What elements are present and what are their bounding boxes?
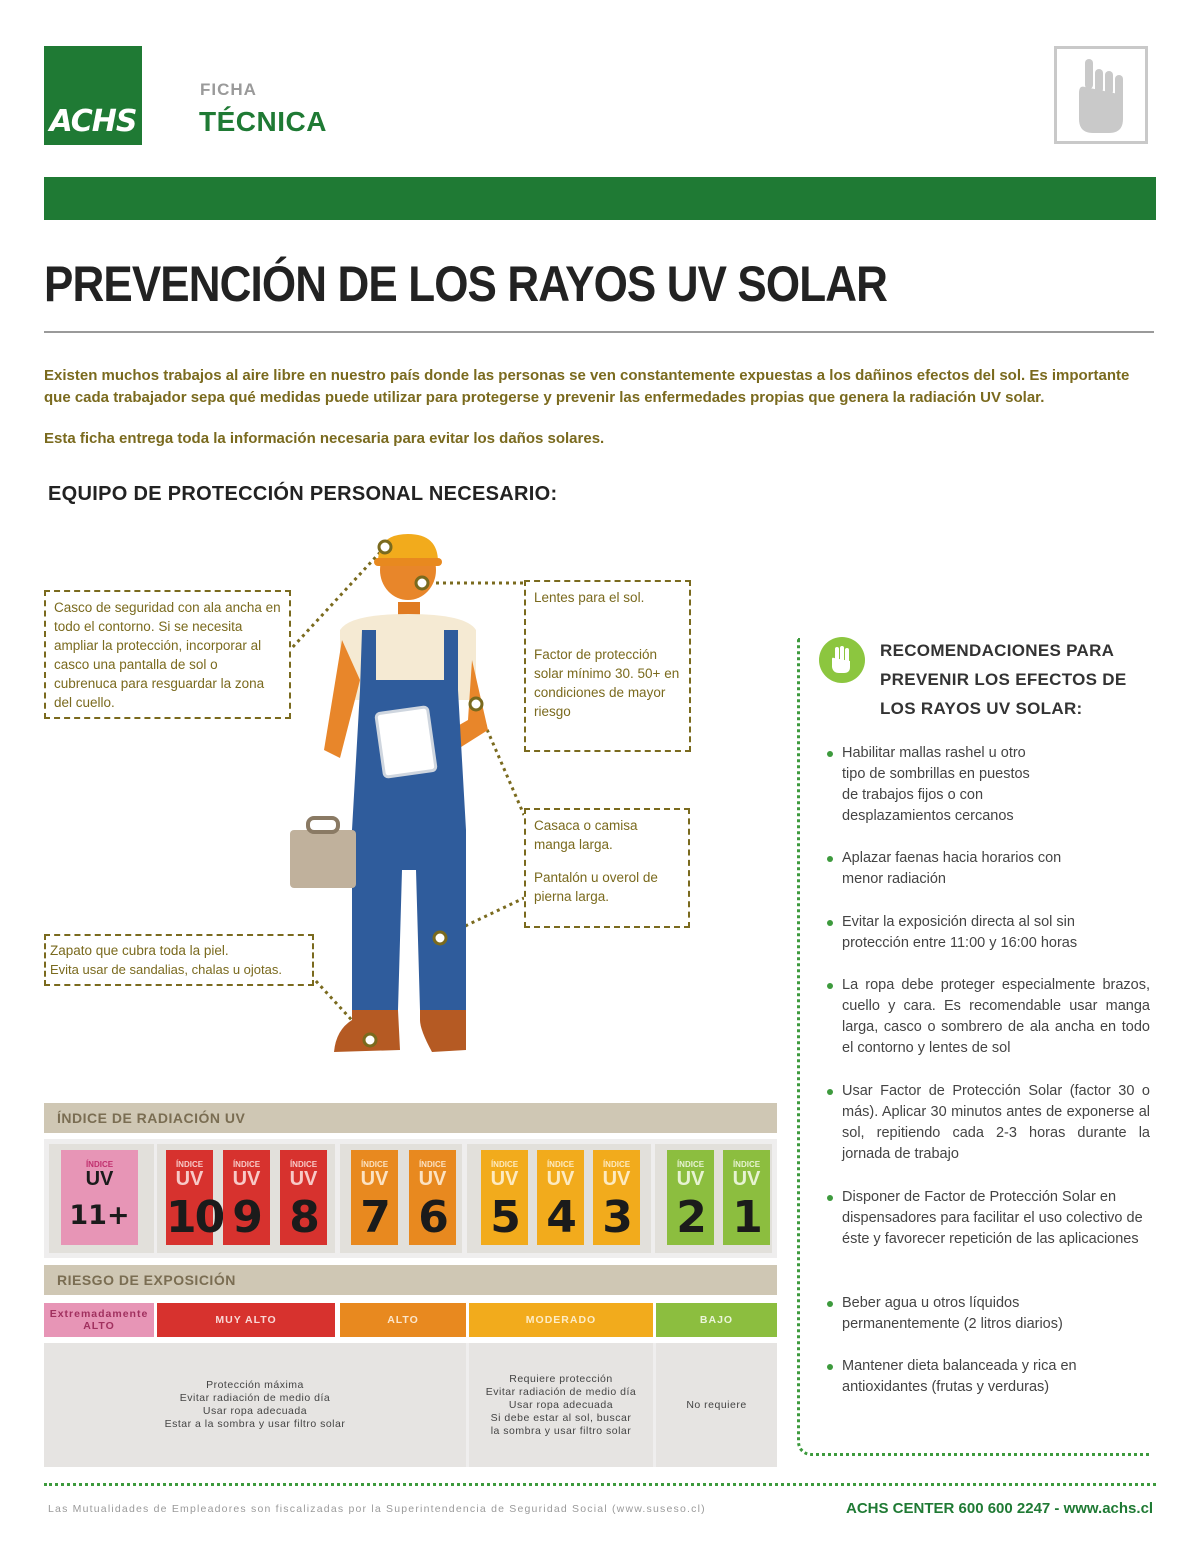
uv-card-10 bbox=[166, 1150, 224, 1245]
raised-hand-icon bbox=[1054, 46, 1148, 144]
uv-card-uv: UV bbox=[232, 1168, 261, 1190]
recommendation-item: Beber agua u otros líquidos permanentemente (2 litros diarios) bbox=[827, 1293, 1150, 1335]
uv-card-value: 3 bbox=[602, 1192, 631, 1243]
uv-card-uv: UV bbox=[602, 1168, 631, 1190]
uv-card-value: 1 bbox=[732, 1192, 761, 1243]
recommendation-item: Disponer de Factor de Protección Solar en dispensadores para facilitar el uso colectivo de éste y favorecer repetición de las aplicaciones bbox=[827, 1187, 1150, 1250]
uv-card-9 bbox=[223, 1150, 270, 1245]
uv-card-label: ÍNDICE bbox=[546, 1160, 575, 1169]
uv-card-uv: UV bbox=[418, 1168, 447, 1190]
uv-card-label: ÍNDICE bbox=[85, 1160, 114, 1169]
header-bar bbox=[44, 177, 1156, 220]
uv-card-uv: UV bbox=[546, 1168, 575, 1190]
uv-card-label: ÍNDICE bbox=[418, 1160, 447, 1169]
risk-extreme: Extremadamente ALTO bbox=[44, 1303, 154, 1337]
uv-card-label: ÍNDICE bbox=[602, 1160, 631, 1169]
uv-card-11-plus bbox=[61, 1150, 138, 1245]
uv-card-label: ÍNDICE bbox=[732, 1160, 761, 1169]
recommendation-item: Aplazar faenas hacia horarios con menor radiación bbox=[827, 848, 1150, 890]
uv-card-6 bbox=[409, 1150, 456, 1245]
logo-text: ACHS bbox=[49, 104, 137, 139]
uv-card-2 bbox=[667, 1150, 714, 1245]
uv-card-3 bbox=[593, 1150, 640, 1245]
uv-card-label: ÍNDICE bbox=[289, 1160, 318, 1169]
ficha-label: FICHA bbox=[200, 80, 257, 99]
recommendation-item: Mantener dieta balanceada y rica en antioxidantes (frutas y verduras) bbox=[827, 1356, 1150, 1398]
desc-moderate-risk: Requiere protección Evitar radiación de medio día Usar ropa adecuada Si debe estar al sol, buscar la sombra y usar filtro solar bbox=[469, 1343, 653, 1467]
worker-illustration bbox=[280, 530, 540, 1060]
uv-card-label: ÍNDICE bbox=[676, 1160, 705, 1169]
recommendation-item: Habilitar mallas rashel u otro tipo de sombrillas en puestos de trabajos fijos o con desplazamientos cercanos bbox=[827, 743, 1150, 827]
tecnica-label: TÉCNICA bbox=[199, 106, 327, 137]
risk-moderate: MODERADO bbox=[469, 1303, 653, 1337]
footer-disclaimer: Las Mutualidades de Empleadores son fiscalizadas por la Superintendencia de Seguridad Social (www.suseso.cl) bbox=[48, 1503, 706, 1515]
sunscreen-text: Factor de protección solar mínimo 30. 50+ en condiciones de mayor riesgo bbox=[534, 647, 680, 719]
clothing-callout bbox=[524, 808, 690, 928]
uv-card-value: 7 bbox=[360, 1192, 389, 1243]
uv-card-label: ÍNDICE bbox=[175, 1160, 204, 1169]
uv-card-value: 11+ bbox=[69, 1200, 130, 1231]
desc-low-risk: No requiere bbox=[656, 1343, 777, 1467]
uv-card-value: 6 bbox=[418, 1192, 447, 1243]
glasses-text: Lentes para el sol. bbox=[534, 590, 645, 605]
uv-card-label: ÍNDICE bbox=[360, 1160, 389, 1169]
epp-section-title: EQUIPO DE PROTECCIÓN PERSONAL NECESARIO: bbox=[48, 483, 558, 505]
uv-card-uv: UV bbox=[360, 1168, 389, 1190]
uv-card-value: 8 bbox=[289, 1192, 318, 1243]
footer-divider bbox=[44, 1483, 1156, 1486]
recommendation-item: La ropa debe proteger especialmente brazos, cuello y cara. Es recomendable usar manga larga, casco o sombrero de ala ancha en todo el contorno y lentes de sol bbox=[827, 975, 1150, 1059]
footer-contact: ACHS CENTER 600 600 2247 - www.achs.cl bbox=[846, 1500, 1154, 1517]
uv-card-5 bbox=[481, 1150, 528, 1245]
uv-card-value: 10 bbox=[166, 1192, 224, 1243]
intro-note: Esta ficha entrega toda la información necesaria para evitar los daños solares. bbox=[44, 430, 605, 447]
helmet-callout: Casco de seguridad con ala ancha en todo el contorno. Si se necesita ampliar la protección, incorporar al casco una pantalla de sol o cubrenuca para resguardar la zona del cuello. bbox=[44, 590, 291, 719]
recommendations-title: RECOMENDACIONES PARA PREVENIR LOS EFECTOS DE LOS RAYOS UV SOLAR: bbox=[880, 641, 1127, 718]
risk-low: BAJO bbox=[656, 1303, 777, 1337]
hand-icon bbox=[819, 637, 865, 683]
uv-card-value: 4 bbox=[546, 1192, 575, 1243]
desc-high-risk: Protección máxima Evitar radiación de medio día Usar ropa adecuada Estar a la sombra y usar filtro solar bbox=[44, 1343, 466, 1467]
uv-card-7 bbox=[351, 1150, 398, 1245]
uv-card-label: ÍNDICE bbox=[232, 1160, 261, 1169]
uv-card-value: 2 bbox=[676, 1192, 705, 1243]
glasses-sunscreen-callout bbox=[524, 580, 691, 752]
title-divider bbox=[44, 331, 1154, 333]
uv-card-value: 9 bbox=[232, 1192, 261, 1243]
uv-card-label: ÍNDICE bbox=[490, 1160, 519, 1169]
uv-card-uv: UV bbox=[676, 1168, 705, 1190]
risk-high: ALTO bbox=[340, 1303, 466, 1337]
uv-card-uv: UV bbox=[732, 1168, 761, 1190]
recommendation-item: Usar Factor de Protección Solar (factor 30 o más). Aplicar 30 minutos antes de exponerse al sol, repitiendo cada 2-3 horas durante la jornada de trabajo bbox=[827, 1081, 1150, 1165]
uv-card-8 bbox=[280, 1150, 327, 1245]
uv-card-uv: UV bbox=[289, 1168, 318, 1190]
achs-logo bbox=[44, 46, 142, 145]
uv-card-1 bbox=[723, 1150, 770, 1245]
recommendation-item: Evitar la exposición directa al sol sin protección entre 11:00 y 16:00 horas bbox=[827, 912, 1150, 954]
uv-card-uv: UV bbox=[175, 1168, 204, 1190]
risk-very-high: MUY ALTO bbox=[157, 1303, 335, 1337]
shoes-callout bbox=[44, 934, 314, 986]
shoes-text-2: Evita usar de sandalias, chalas u ojotas. bbox=[50, 962, 282, 977]
uv-card-uv: UV bbox=[85, 1168, 114, 1190]
uv-index-header: ÍNDICE DE RADIACIÓN UV bbox=[44, 1103, 777, 1133]
shoes-text-1: Zapato que cubra toda la piel. bbox=[50, 943, 229, 958]
intro-paragraph: Existen muchos trabajos al aire libre en nuestro país donde las personas se ven constantemente expuestas a los dañinos efectos del sol. Es importante que cada trabajador sepa qué medidas puede utilizar para protegerse y prevenir las enfermedades propias que genera la radiación UV solar. bbox=[44, 367, 1130, 406]
risk-header: RIESGO DE EXPOSICIÓN bbox=[44, 1265, 777, 1295]
page-title: PREVENCIÓN DE LOS RAYOS UV SOLAR bbox=[44, 256, 888, 312]
uv-card-uv: UV bbox=[490, 1168, 519, 1190]
uv-card-4 bbox=[537, 1150, 584, 1245]
uv-card-value: 5 bbox=[490, 1192, 519, 1243]
jacket-text: Casaca o camisa manga larga. bbox=[534, 818, 638, 852]
pants-text: Pantalón u overol de pierna larga. bbox=[534, 870, 658, 904]
